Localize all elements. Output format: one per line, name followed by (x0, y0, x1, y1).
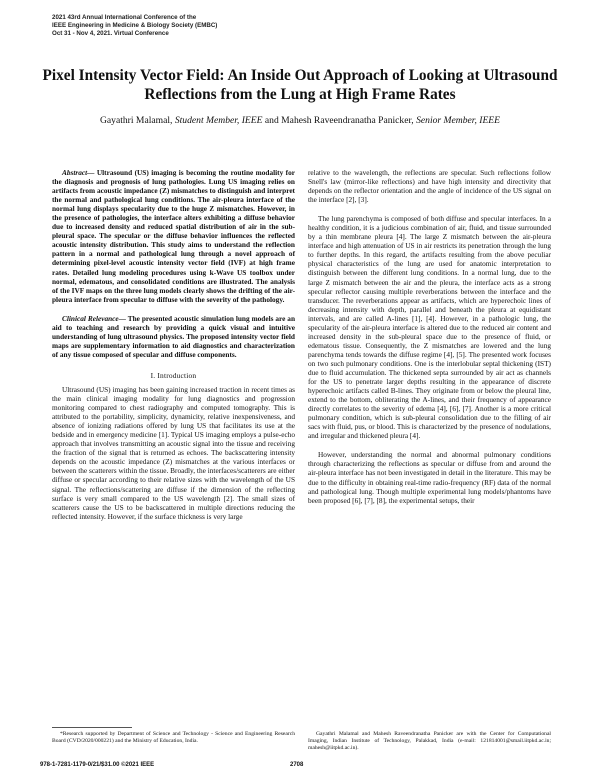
abstract-text: Ultrasound (US) imaging is becoming the routine modality for the diagnosis and prognosis of lung pathologies. Lung US imaging relies on artifacts from acoustic impedance (Z) mismatches to distinguish and interpret the normal and pathological lung conditions. The air-pleura interface of the normal lung displays specularity due to the huge Z mismatches. However, in the presence of pathologies, the interface alters exhibiting a diffuse behavior due to increased density and reduced spatial distribution of air in the sub-pleural space. The specular or the diffuse behavior influences the reflected acoustic intensity distribution. This study aims to understand the reflection pattern in a normal and pathological lung through a novel approach of determining pixel-level acoustic intensity vector field (IVF) at high frame rates. Detailed lung modeling procedures using k-Wave US toolbox under normal, edematous, and consolidated conditions are illustrated. The analysis of the IVF maps on the three lung models clearly shows the drifting of the air-pleura interface from specular to diffuse with the severity of the pathology. (52, 168, 295, 304)
clinical-relevance-text: The presented acoustic simulation lung models are an aid to teaching and research by providing a quick visual and intuitive understanding of lung ultrasound physics. The proposed intensity vector field maps are supplementary information to aid diagnostics and characterization of any tissue composed of specular and diffuse components. (52, 313, 296, 359)
intro-paragraph-2: relative to the wavelength, the reflections are specular. Such reflections follow Snell's law (mirror-like reflections) and have high intensity and directivity that depends on the reflector orientation and the angle of incidence of the US signal on the interface [2], [3]. (308, 168, 551, 205)
left-column (52, 168, 295, 521)
footnote-affiliation: Gayathri Malamal and Mahesh Raveendranatha Panicker are with the Center for Computational Imaging, Indian Institute of Technology, Palakkad, India (e-mail: 121814001@smail.iitpkd.ac.in; mahesh@iitpkd.ac.in). (308, 731, 551, 751)
abstract (52, 168, 295, 304)
intro-paragraph-4: However, understanding the normal and abnormal pulmonary conditions through characterizing the reflections as specular or diffuse from and around the air-pleura interface has not been investigated in detail in the literature. This may be due to the difficulty in obtaining real-time radio-frequency (RF) data of the normal and pathological lung. Though multiple experimental lung models/phantoms have been proposed [6], [7], [8], the experimental setups, their (308, 450, 551, 505)
section-heading-introduction: I. Introduction (150, 370, 197, 380)
author-1-name: Gayathri Malamal, (99, 115, 173, 126)
intro-paragraph-1: Ultrasound (US) imaging has been gaining increased traction in recent times as the main clinical imaging modality for lung diagnostics and progression monitoring compared to chest radiography and computed tomography. This is attributed to the portability, simplicity, dynamicity, relative inexpensiveness, and absence of ionizing radiations offered by lung US that facilitates its use at the bedside and in emergency medicine [1]. Typical US imaging employs a pulse-echo approach that involves transmitting an acoustic signal into the tissue and receiving the fraction of the signal that is returned as echoes. The backscattering intensity depends on the acoustic impedance (Z) mismatches at the various interfaces or between the scatterers within the tissue. Broadly, the interfaces/scatterers are either diffuse or specular according to their relative sizes with the wavelength of the US signal. The reflections/scattering are diffuse if the dimension of the reflecting surface is very small compared to the US wavelength [2]. The small sizes of scatterers cause the US to be backscattered in multiple directions reducing the reflected intensity. However, if the surface thickness is very large (52, 384, 295, 521)
author-2-role: Senior Member, IEEE (416, 115, 501, 126)
page-number: 2708 (290, 762, 304, 768)
conference-header (52, 14, 332, 39)
author-2-name: and Mahesh Raveendranatha Panicker, (264, 115, 414, 126)
author-line (70, 114, 530, 128)
paper-title: Pixel Intensity Vector Field: An Inside Out Approach of Looking at Ultrasound Reflections from the Lung at High Frame Rates (42, 67, 558, 103)
footnote-rule (52, 727, 132, 728)
intro-paragraph-3: The lung parenchyma is composed of both diffuse and specular interfaces. In a healthy condition, it is a judicious combination of air, fluid, and tissue surrounded by a thin membrane pleura [4]. The large Z mismatch between the air-pleura interface and high attenuation of US in air restricts its penetration through the lung to further depths. In this regard, the artifacts resulting from the above peculiar physical characteristics of the lung are used for anatomic interpretation to distinguish between the different lung conditions. In a normal lung, due to the large Z mismatch between the air and the pleura, the interface acts as a strong specular reflector causing multiple reverberations between the interface and the transducer. The reverberations appear as artifacts, which are hyperechoic lines of decreasing intensity with depth, parallel and beneath the pleura at equidistant intervals, and are called A-lines [1], [4]. However, in a pathologic lung, the specularity of the air-pleura interface is altered due to the reduced air content and increased density in the sub-pleural space due to the presence of fluid, or edematous tissue. Consequently, the Z mismatches are lowered and the lung parenchyma tends towards the diffuse regime [4], [5]. The presented work focuses on two such pulmonary conditions. One is the interlobular septal thickening (IST) due to fluid accumulation. The thickened septa surrounded by air act as channels for the US to penetrate larger depths resulting in the appearance of discrete hyperechoic artifacts called B-lines. They originate from or below the pleural line, extend to the bottom, obliterating the A-lines, and their frequency of appearance directly correlates to the severity of edema [4], [6], [7]. Another is a more critical pulmonary condition, which is sub-pleural consolidation due to the filling of air sacs with fluid, pus, or blood. This is characterized by the presence of nodulations, and irregular and thickened pleura [4]. (308, 214, 551, 441)
clinical-relevance-label: Clinical Relevance— (62, 313, 126, 323)
conference-line-1: 2021 43rd Annual International Conference of the (52, 14, 197, 21)
right-column (308, 168, 551, 505)
footer-isbn: 978-1-7281-1179-0/21/$31.00 ©2021 IEEE (40, 762, 155, 768)
abstract-label: Abstract— (62, 168, 95, 177)
clinical-relevance (52, 314, 295, 359)
conference-line-3: Oct 31 - Nov 4, 2021. Virtual Conference (52, 30, 169, 38)
author-1-role: Student Member, IEEE (174, 115, 263, 126)
footnote-funding: *Research supported by Department of Science and Technology - Science and Engineering Research Board (CVD/2020/000221) and the Ministry of Education, India. (52, 731, 295, 744)
conference-line-2: IEEE Engineering in Medicine & Biology Society (EMBC) (52, 22, 218, 30)
